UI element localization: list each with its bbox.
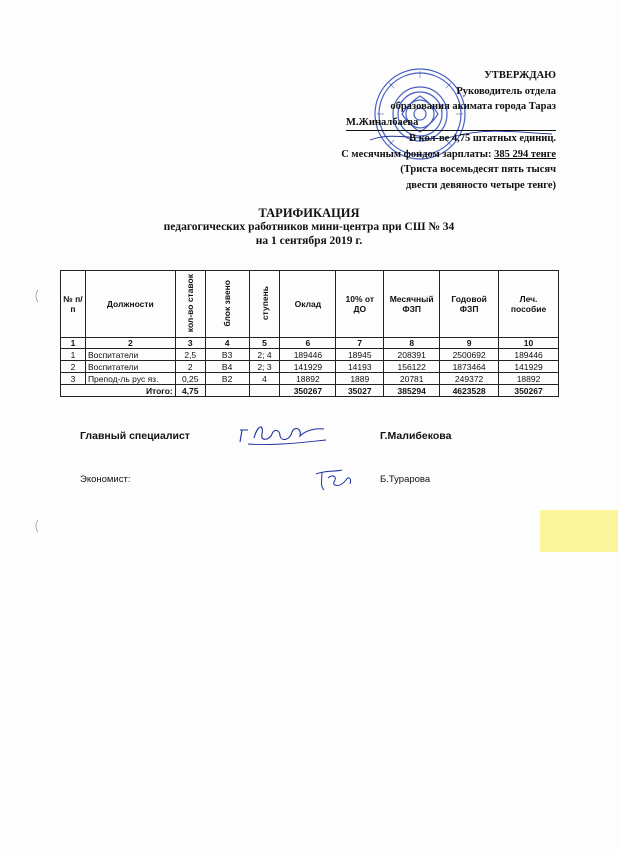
cell-salary: 18892 (280, 373, 336, 385)
sticky-note (540, 510, 618, 552)
col-header-block (205, 271, 249, 338)
document-title (0, 206, 618, 248)
col-number: 8 (384, 338, 440, 349)
tariff-table (60, 270, 559, 397)
approval-line4: В кол-ве 4,75 штатных единиц. (408, 133, 556, 144)
col-header-salary: Оклад (280, 271, 336, 338)
approval-block (341, 68, 556, 193)
cell-monthly: 20781 (384, 373, 440, 385)
cell-rates: 0,25 (175, 373, 205, 385)
total-salary: 350267 (280, 385, 336, 397)
header-row (61, 271, 559, 338)
total-block (205, 385, 249, 397)
cell-rates: 2,5 (175, 349, 205, 361)
total-medical: 350267 (499, 385, 559, 397)
cell-salary: 189446 (280, 349, 336, 361)
approval-line3: М.Жиналбаева (346, 116, 419, 128)
cell-monthly: 208391 (384, 349, 440, 361)
cell-step: 4 (249, 373, 280, 385)
col-header-step (249, 271, 280, 338)
cell-medical: 18892 (499, 373, 559, 385)
total-ten-percent: 35027 (336, 385, 384, 397)
total-row (61, 385, 559, 397)
cell-salary: 141929 (280, 361, 336, 373)
cell-step: 2; 4 (249, 349, 280, 361)
approval-fund-line: С месячным фондом зарплаты: 385 294 тенге (341, 148, 556, 160)
approval-fund-prefix: С месячным фондом зарплаты (341, 148, 488, 160)
approval-heading: УТВЕРЖДАЮ (484, 70, 556, 81)
main-specialist-signature (236, 420, 328, 450)
col-number: 9 (440, 338, 499, 349)
approval-fund-amount: 385 294 тенге (494, 148, 556, 160)
col-header-position: Должности (85, 271, 175, 338)
col-header-step-label: ступень (259, 285, 270, 321)
approval-line1: Руководитель отдела (456, 85, 556, 97)
col-header-rates (175, 271, 205, 338)
cell-medical: 141929 (499, 361, 559, 373)
col-number: 6 (280, 338, 336, 349)
cell-position: Воспитатели (85, 361, 175, 373)
main-specialist-name: Г.Малибекова (380, 430, 452, 442)
cell-ten-percent: 18945 (336, 349, 384, 361)
cell-num: 1 (61, 349, 86, 361)
col-number: 7 (336, 338, 384, 349)
economist-row (80, 474, 431, 485)
col-number: 3 (175, 338, 205, 349)
col-number: 10 (499, 338, 559, 349)
total-annual: 4623528 (440, 385, 499, 397)
title-main: ТАРИФИКАЦИЯ (258, 206, 360, 220)
economist-name: Б.Турарова (380, 474, 431, 485)
cell-num: 2 (61, 361, 86, 373)
col-header-ten-percent: 10% от ДО (336, 271, 384, 338)
approval-line2: образования акимата города Тараз (390, 101, 556, 112)
cell-block: В4 (205, 361, 249, 373)
col-number: 5 (249, 338, 280, 349)
economist-signature (312, 466, 356, 494)
total-label: Итого: (61, 385, 176, 397)
col-number: 2 (85, 338, 175, 349)
column-number-row (61, 338, 559, 349)
cell-rates: 2 (175, 361, 205, 373)
approval-line6: (Триста восемьдесят пять тысяч (400, 164, 556, 175)
cell-annual: 2500692 (440, 349, 499, 361)
total-monthly: 385294 (384, 385, 440, 397)
cell-ten-percent: 14193 (336, 361, 384, 373)
col-header-num: № п/п (61, 271, 86, 338)
col-header-rates-label: кол-во ставок (185, 273, 196, 333)
main-specialist-row (80, 430, 452, 442)
approval-line7: двести девяносто четыре тенге) (405, 179, 556, 191)
table-row (61, 361, 559, 373)
col-header-monthly: Месячный ФЗП (384, 271, 440, 338)
title-date: на 1 сентября 2019 г. (255, 235, 363, 247)
title-sub: педагогических работников мини-центра при СШ № 34 (163, 221, 455, 233)
col-number: 1 (61, 338, 86, 349)
col-header-block-label: блок звено (222, 279, 233, 327)
cell-ten-percent: 1889 (336, 373, 384, 385)
cell-position: Препод-ль рус яз. (85, 373, 175, 385)
cell-block: В2 (205, 373, 249, 385)
table-row (61, 349, 559, 361)
total-rates: 4,75 (175, 385, 205, 397)
col-header-medical: Леч. пособие (499, 271, 559, 338)
col-number: 4 (205, 338, 249, 349)
cell-monthly: 156122 (384, 361, 440, 373)
table-row (61, 373, 559, 385)
main-specialist-title: Главный специалист (80, 430, 190, 442)
cell-num: 3 (61, 373, 86, 385)
total-step (249, 385, 280, 397)
cell-block: В3 (205, 349, 249, 361)
cell-annual: 249372 (440, 373, 499, 385)
punch-hole-mark (24, 518, 40, 534)
punch-hole-mark (24, 288, 40, 304)
cell-medical: 189446 (499, 349, 559, 361)
cell-position: Воспитатели (85, 349, 175, 361)
cell-annual: 1873464 (440, 361, 499, 373)
col-header-annual: Годовой ФЗП (440, 271, 499, 338)
cell-step: 2; 3 (249, 361, 280, 373)
economist-title: Экономист: (80, 474, 131, 485)
